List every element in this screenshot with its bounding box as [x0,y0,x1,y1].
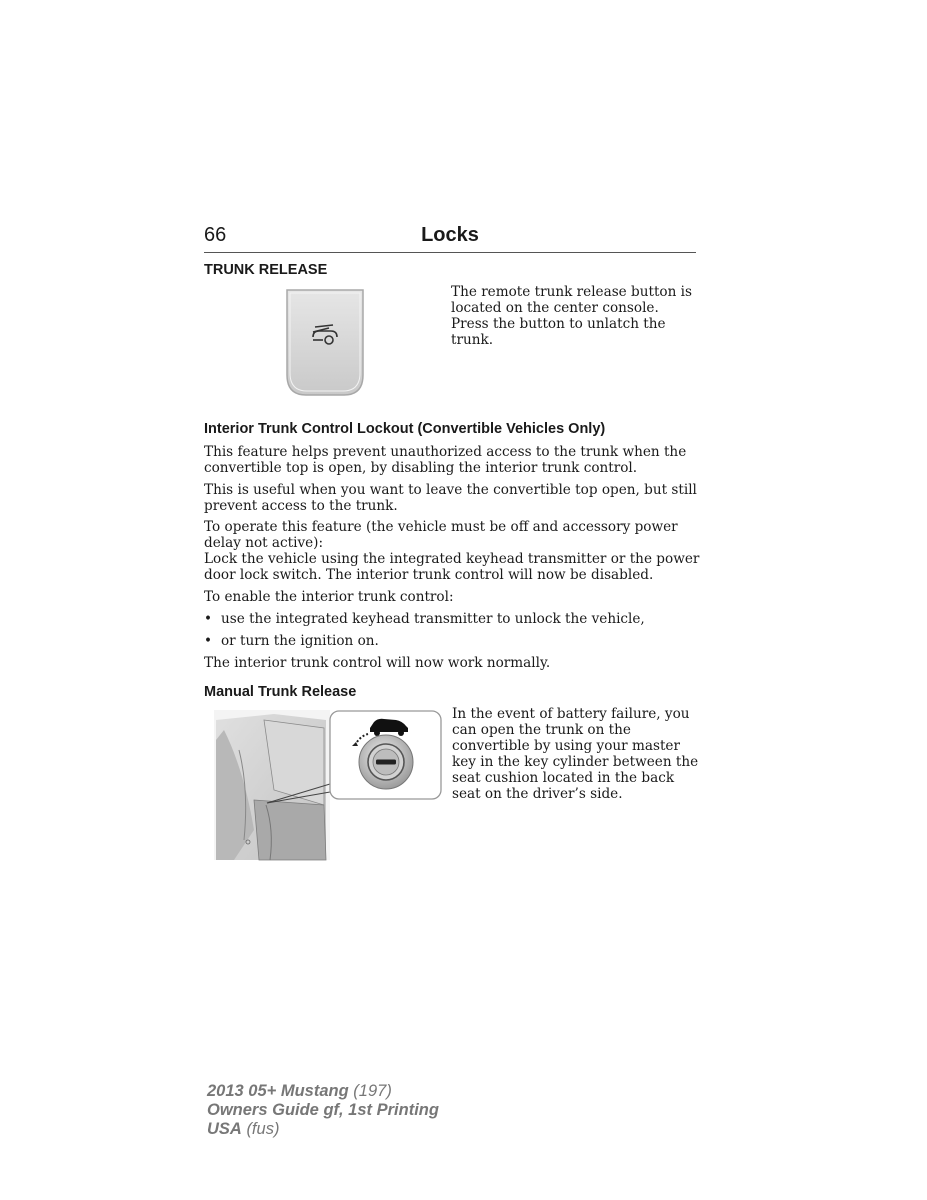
intro-text [451,284,692,348]
text-line: door lock switch. The interior trunk control will now be disabled. [204,567,654,583]
footer-guide: Owners Guide gf, 1st Printing [207,1101,439,1119]
lockout-paragraph-3 [204,519,699,583]
text-line: prevent access to the trunk. [204,498,398,514]
manual-release-title: Manual Trunk Release [204,684,357,700]
section-title: TRUNK RELEASE [204,262,328,278]
manual-release-text [452,706,698,802]
text-line: seat cushion located in the back [452,770,675,786]
manual-trunk-release-figure [214,710,444,870]
lockout-paragraph-1 [204,444,686,476]
footer-line [207,1082,439,1101]
text-line: delay not active): [204,535,324,551]
text-line: Lock the vehicle using the integrated keyhead transmitter or the power [204,551,700,567]
footer-code: (197) [353,1082,392,1100]
page-header [204,224,696,253]
bullet-item [204,611,645,627]
bullet-text: use the integrated keyhead transmitter to unlock the vehicle, [221,611,645,627]
lockout-paragraph-2 [204,482,697,514]
intro-line: Press the button to unlatch the [451,316,666,332]
trunk-release-button-figure [284,287,366,402]
text-line: This feature helps prevent unauthorized access to the trunk when the [204,444,687,460]
key-cylinder-icon [359,735,413,789]
footer-line [207,1120,439,1139]
page-number: 66 [204,224,227,246]
footer-model: 2013 05+ Mustang [207,1082,349,1100]
footer-market: USA [207,1120,242,1138]
document-footer [207,1082,439,1139]
lockout-paragraph-5: The interior trunk control will now work normally. [204,655,551,671]
text-line: can open the trunk on the [452,722,631,738]
bullet-dot: • [204,611,213,627]
text-line: convertible by using your master [452,738,680,754]
text-line: seat on the driver’s side. [452,786,623,802]
bullet-text: or turn the ignition on. [221,633,379,649]
text-line: To operate this feature (the vehicle must be off and accessory power [204,519,678,535]
lockout-paragraph-4: To enable the interior trunk control: [204,589,454,605]
text-line: convertible top is open, by disabling the interior trunk control. [204,460,638,476]
intro-line: trunk. [451,332,494,348]
bullet-item [204,633,379,649]
chapter-title: Locks [421,224,479,246]
footer-line [207,1101,439,1120]
text-line: This is useful when you want to leave the convertible top open, but still [204,482,697,498]
intro-line: located on the center console. [451,300,659,316]
lockout-title: Interior Trunk Control Lockout (Convertible Vehicles Only) [204,421,606,437]
intro-line: The remote trunk release button is [451,284,693,300]
text-line: In the event of battery failure, you [452,706,690,722]
footer-market-code: (fus) [246,1120,280,1138]
bullet-dot: • [204,633,213,649]
text-line: key in the key cylinder between the [452,754,699,770]
